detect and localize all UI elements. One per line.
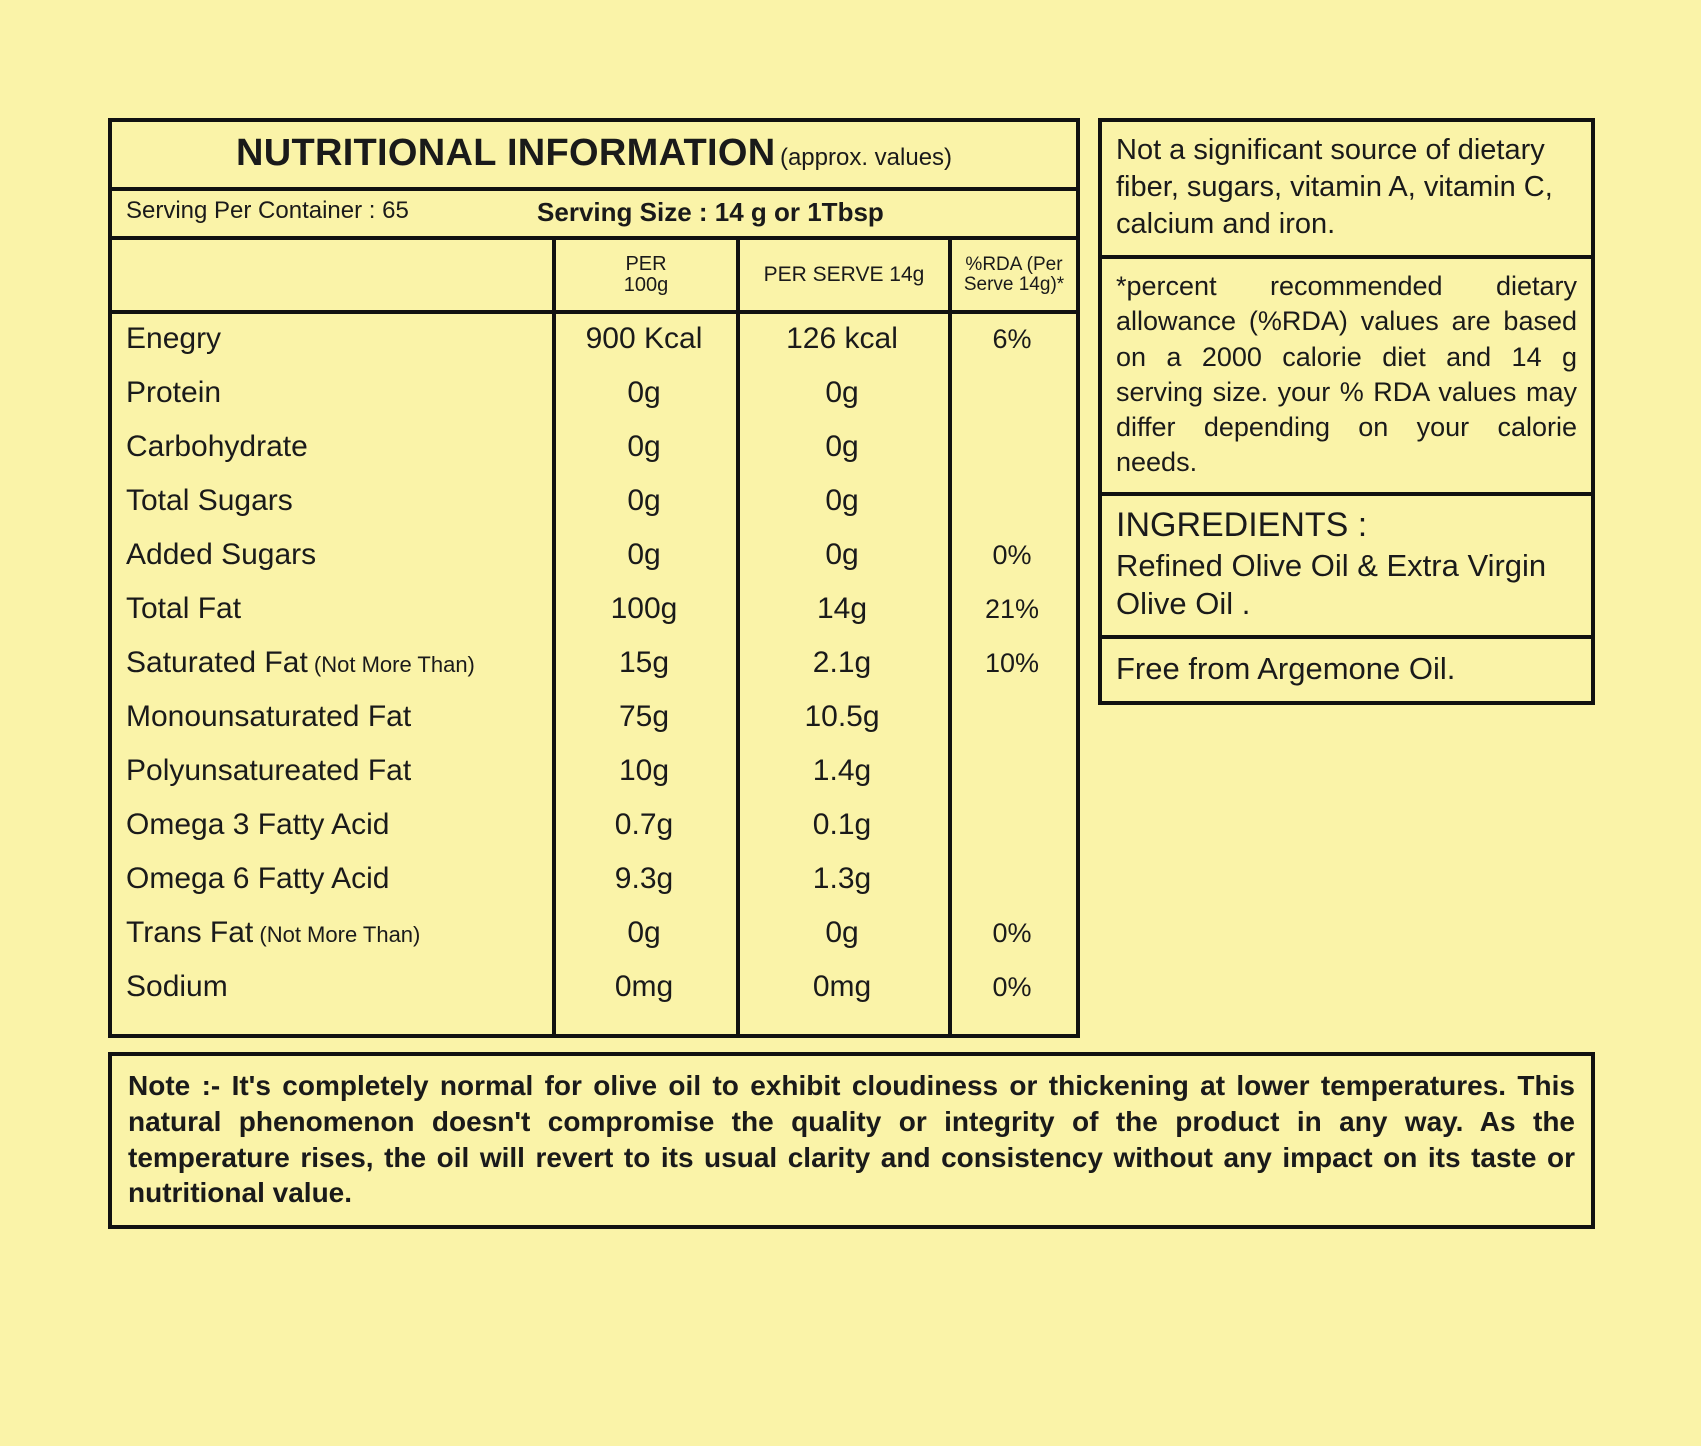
value-rda: 0% — [992, 972, 1032, 1002]
table-row — [112, 700, 1076, 754]
value-per-serve: 1.3g — [812, 862, 872, 895]
table-row — [112, 376, 1076, 430]
nutrient-name — [112, 646, 552, 680]
column-header-per-serve: PER SERVE 14g — [736, 240, 948, 310]
table-row — [112, 592, 1076, 646]
value-per-100g: 9.3g — [614, 862, 674, 895]
nutrient-name-text: Sodium — [126, 970, 228, 1003]
nutrient-name-text: Total Fat — [126, 592, 242, 625]
nutrition-title — [112, 122, 1076, 191]
nutrient-name-sub: (Not More Than) — [253, 922, 421, 947]
ingredients-title: INGREDIENTS : — [1116, 505, 1368, 544]
column-header-per-100g-line2: 100g — [623, 274, 669, 296]
value-per-100g: 100g — [610, 592, 678, 625]
nutrient-name — [112, 970, 552, 1004]
table-row — [112, 430, 1076, 484]
nutrient-name — [112, 808, 552, 842]
top-row — [108, 118, 1595, 1038]
value-rda: 10% — [984, 648, 1040, 678]
column-header-rda-line2: Serve 14g)* — [963, 274, 1065, 295]
value-per-100g: 10g — [618, 754, 670, 787]
table-row — [112, 808, 1076, 862]
value-per-serve: 1.4g — [812, 754, 872, 787]
value-per-serve: 2.1g — [812, 646, 872, 679]
value-per-serve: 0g — [825, 916, 859, 949]
nutrient-name-text: Omega 3 Fatty Acid — [126, 808, 390, 841]
nutrient-name — [112, 754, 552, 788]
serving-row — [112, 191, 1076, 240]
table-divider-1 — [552, 314, 556, 1034]
not-significant-source-note: Not a significant source of dietary fiber, sugars, vitamin A, vitamin C, calcium and iron. — [1098, 118, 1595, 259]
value-per-serve: 0g — [825, 538, 859, 571]
value-rda: 0% — [992, 540, 1032, 570]
column-header-rda-line1: %RDA (Per — [965, 254, 1063, 276]
table-row — [112, 646, 1076, 700]
table-row — [112, 754, 1076, 808]
table-row — [112, 916, 1076, 970]
ingredients-body: Refined Olive Oil & Extra Virgin Olive Oil . — [1116, 547, 1547, 621]
rda-footnote: *percent recommended dietary allowance (%RDA) values are based on a 2000 calorie diet and 14 g serving size. your % RDA values may differ depending on your calorie needs. — [1098, 259, 1595, 496]
value-per-100g: 15g — [618, 646, 670, 679]
nutrient-name-text: Carbohydrate — [126, 430, 308, 463]
nutrient-name — [112, 538, 552, 572]
value-per-100g: 0g — [627, 376, 661, 409]
table-row — [112, 484, 1076, 538]
value-per-serve: 0.1g — [812, 808, 872, 841]
value-per-serve: 126 kcal — [786, 322, 898, 355]
value-rda: 0% — [992, 918, 1032, 948]
value-per-100g: 900 Kcal — [585, 322, 703, 355]
nutrient-name-text: Total Sugars — [126, 484, 293, 517]
serving-per-container: Serving Per Container : 65 — [126, 197, 409, 224]
nutrient-name-text: Protein — [126, 376, 222, 409]
nutrition-title-approx: (approx. values) — [779, 144, 953, 171]
value-per-100g: 0mg — [614, 970, 674, 1003]
nutrient-name-text: Trans Fat — [126, 916, 254, 949]
table-row — [112, 862, 1076, 916]
column-header-per-100g — [552, 240, 736, 310]
value-rda: 21% — [984, 594, 1040, 624]
value-per-serve: 10.5g — [804, 700, 880, 733]
value-per-100g: 0.7g — [614, 808, 674, 841]
nutrition-information-table — [108, 118, 1080, 1038]
nutrient-name-text: Enegry — [126, 322, 222, 355]
value-rda: 6% — [992, 324, 1032, 354]
nutrient-name-text: Monounsaturated Fat — [126, 700, 412, 733]
nutrient-name — [112, 700, 552, 734]
value-per-serve: 0g — [825, 430, 859, 463]
nutrient-name — [112, 376, 552, 410]
nutrition-title-main: NUTRITIONAL INFORMATION — [235, 132, 776, 174]
value-per-100g: 75g — [618, 700, 670, 733]
nutrient-name — [112, 592, 552, 626]
bottom-note: Note :- It's completely normal for olive oil to exhibit cloudiness or thickening at lower temperatures. This natural phenomenon doesn't compromise the quality or integrity of the product in any way. As the temperature rises, the oil will revert to its usual clarity and consistency without any impact on its taste or nutritional value. — [108, 1052, 1595, 1229]
value-per-serve: 0g — [825, 484, 859, 517]
side-panels — [1098, 118, 1595, 1038]
nutrient-name-text: Polyunsatureated Fat — [126, 754, 412, 787]
nutrient-name — [112, 862, 552, 896]
nutrient-name-text: Added Sugars — [126, 538, 317, 571]
value-per-100g: 0g — [627, 484, 661, 517]
free-from-argemone-note: Free from Argemone Oil. — [1098, 639, 1595, 705]
table-row — [112, 322, 1076, 376]
table-row — [112, 538, 1076, 592]
nutrient-rows — [112, 314, 1076, 1034]
table-divider-2 — [736, 314, 740, 1034]
table-row — [112, 970, 1076, 1024]
column-header-rda — [948, 240, 1076, 310]
table-column-headers — [112, 240, 1076, 314]
nutrient-name-text: Saturated Fat — [126, 646, 308, 679]
nutrient-name — [112, 430, 552, 464]
value-per-serve: 14g — [816, 592, 868, 625]
nutrient-name — [112, 322, 552, 356]
nutrient-name-text: Omega 6 Fatty Acid — [126, 862, 390, 895]
column-header-per-100g-line1: PER — [625, 253, 667, 275]
value-per-serve: 0g — [825, 376, 859, 409]
value-per-100g: 0g — [627, 916, 661, 949]
value-per-100g: 0g — [627, 538, 661, 571]
value-per-serve: 0mg — [812, 970, 872, 1003]
nutrient-name — [112, 484, 552, 518]
nutrient-name — [112, 916, 552, 950]
value-per-100g: 0g — [627, 430, 661, 463]
label-panels — [108, 118, 1595, 1229]
nutrient-name-sub: (Not More Than) — [307, 652, 475, 677]
serving-size: Serving Size : 14 g or 1Tbsp — [537, 197, 884, 227]
ingredients-panel — [1098, 496, 1595, 639]
table-divider-3 — [948, 314, 952, 1034]
